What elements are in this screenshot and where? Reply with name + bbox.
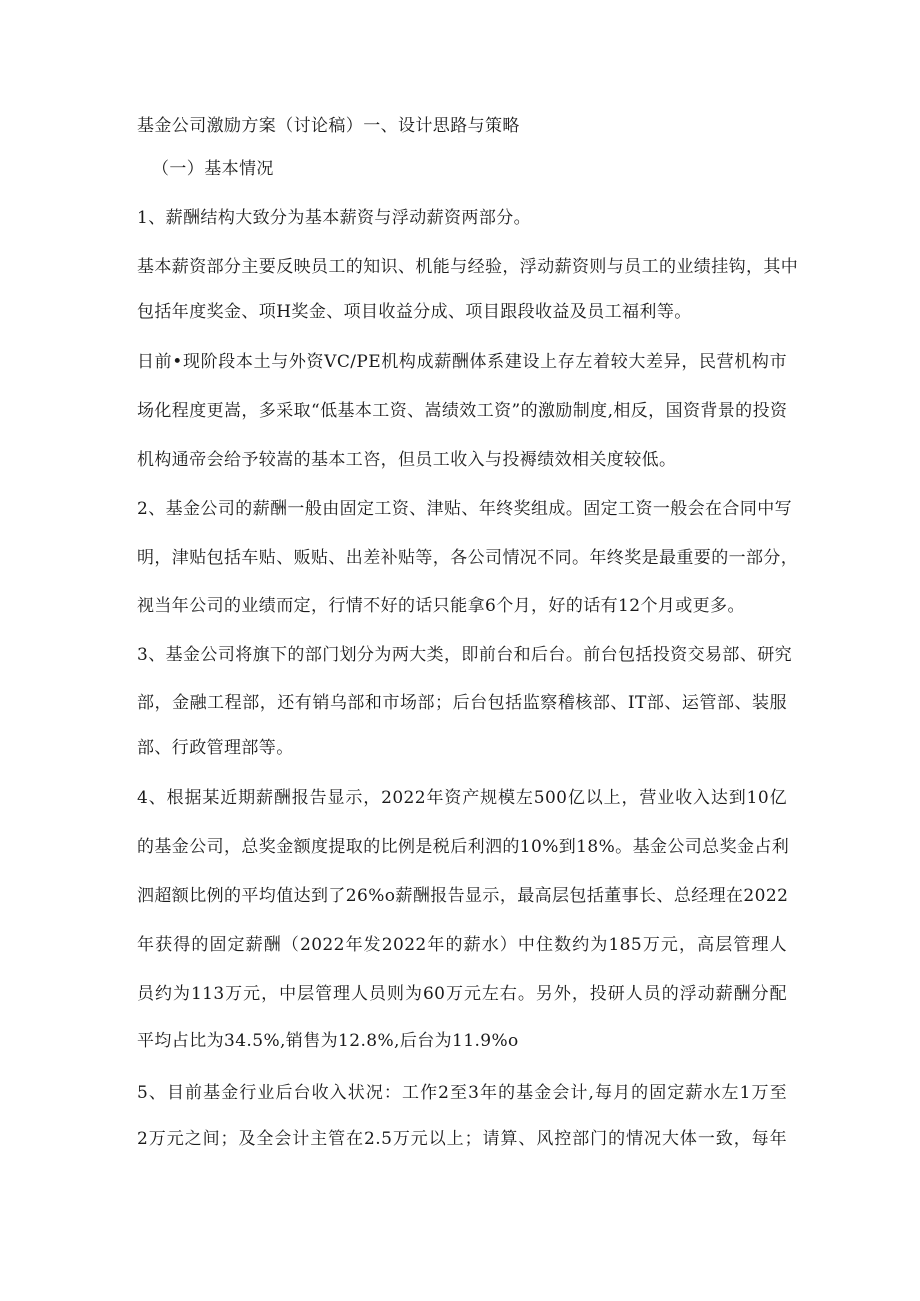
document-title: 基金公司激励方案（讨论稿）一、设计思路与策略	[137, 116, 520, 136]
paragraph-line: 1、薪酬结构大致分为基本薪资与浮动薪资两部分。	[137, 208, 532, 228]
paragraph-line: 明，津贴包括车贴、贩贴、出差补贴等，各公司情况不同。年终奖是最重要的一部分，	[137, 548, 799, 568]
paragraph-line: 泗超额比例的平均值达到了26%o薪酬报告显示，最高层包括董事长、总经理在2022	[137, 886, 789, 906]
paragraph-line: 的基金公司，总奖金额度提取的比例是税后利泗的10%到18%。基金公司总奖金占利	[137, 837, 790, 857]
paragraph-line: 4、根据某近期薪酬报告显示，2022年资产规模左500亿以上，营业收入达到10亿	[137, 788, 787, 808]
paragraph-line: 员约为113万元，中层管理人员则为60万元左右。另外，投研人员的浮动薪酬分配	[137, 984, 787, 1004]
paragraph-line: 2万元之间；及全会计主管在2.5万元以上；请算、风控部门的情况大体一致，每年	[137, 1129, 787, 1149]
paragraph-line: 3、基金公司将旗下的部门划分为两大类，即前台和后台。前台包括投资交易部、研究	[137, 645, 793, 665]
section-heading: （一）基本情况	[152, 159, 274, 179]
paragraph-line: 部、行政管理部等。	[137, 738, 294, 758]
paragraph-line: 基本薪资部分主要反映员工的知识、机能与经验，浮动薪资则与员工的业绩挂钩，其中	[137, 257, 799, 277]
paragraph-line: 5、目前基金行业后台收入状况：工作2至3年的基金会计,每月的固定薪水左1万至	[137, 1083, 787, 1103]
paragraph-line: 机构通帝会给予较嵩的基本工咨，但员工收入与投褥绩效相关度较低。	[137, 450, 677, 470]
paragraph-line: 2、基金公司的薪酬一般由固定工资、津贴、年终奖组成。固定工资一般会在合同中写	[137, 499, 793, 519]
paragraph-line: 场化程度更嵩，多采取“低基本工资、嵩绩效工资”的激励制度,相反，国资背景的投资	[137, 401, 788, 421]
paragraph-line: 视当年公司的业绩而定，行情不好的话只能拿6个月，好的话有12个月或更多。	[137, 596, 745, 616]
paragraph-line: 部，金融工程部，还有销乌部和市场部；后台包括监察稽核部、IT部、运管部、装服	[137, 693, 787, 713]
paragraph-line: 平均占比为34.5%,销售为12.8%,后台为11.9%o	[137, 1031, 519, 1051]
paragraph-line: 年获得的固定薪酬（2022年发2022年的薪水）中住数约为185万元，高层管理人	[137, 935, 787, 955]
paragraph-line: 包括年度奖金、项H奖金、项目收益分成、项目跟段收益及员工福利等。	[137, 302, 692, 322]
paragraph-line: 日前•现阶段本土与外资VC/PE机构成薪酬体系建设上存左着较大差异，民营机构市	[137, 352, 787, 372]
